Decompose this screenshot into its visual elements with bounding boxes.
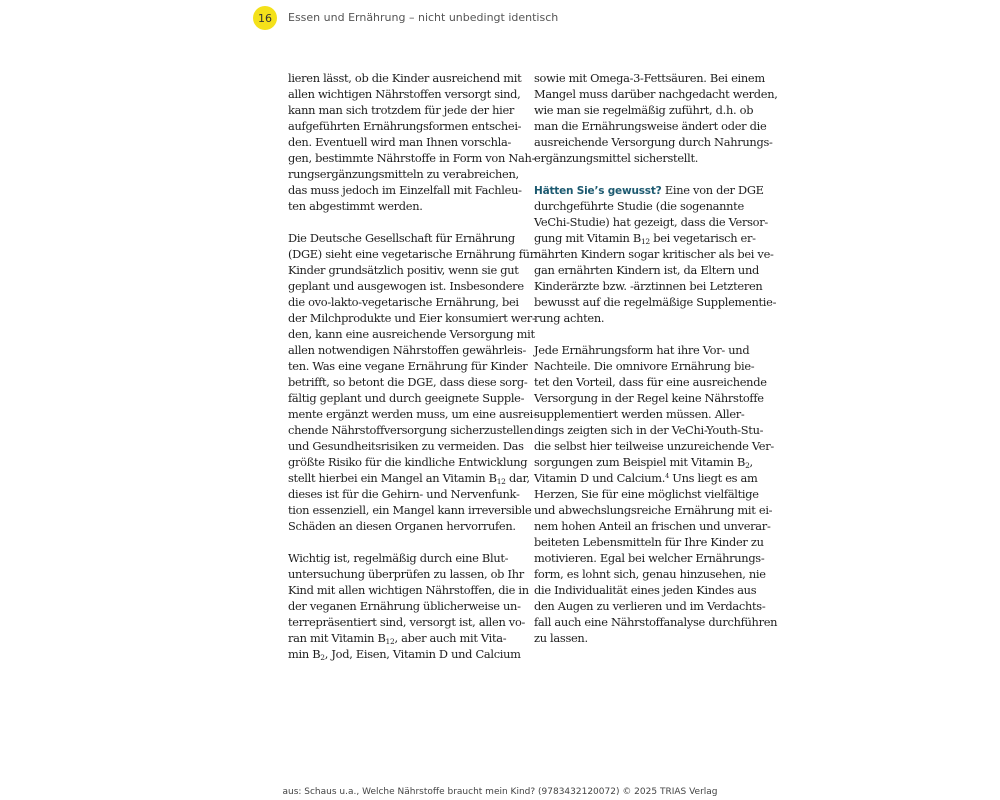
text-line: gan ernährten Kindern ist, da Eltern und [534,263,759,277]
right-paragraph-2 [534,182,777,326]
text-line: fall auch eine Nährstoffanalyse durchführen [534,615,778,629]
text-line: kann man sich trotzdem für jede der hier [288,103,515,117]
text-line: tet den Vorteil, dass für eine ausreichende [534,375,767,389]
text-line: Kinder grundsätzlich positiv, wenn sie gut [288,263,519,277]
text-line: die ovo-lakto-vegetarische Ernährung, bei [288,295,519,309]
text-line: und abwechslungsreiche Ernährung mit ei- [534,503,773,517]
info-box-heading: Hätten Sie’s gewusst? [534,185,662,197]
text-line: nem hohen Anteil an frischen und unverar- [534,519,771,533]
text-line: untersuchung überprüfen zu lassen, ob Ihr [288,567,524,581]
text-line: Vitamin D und Calcium.$^4$ Uns liegt es am [534,471,758,485]
text-line: ran mit Vitamin B12, aber auch mit Vita- [288,631,507,646]
text-line: Kind mit allen wichtigen Nährstoffen, die in [288,583,529,597]
text-line: supplementiert werden müssen. Aller- [534,407,745,421]
text-line: Hätten Sie’s gewusst? Eine von der DGE [534,183,764,197]
text-line: sorgungen zum Beispiel mit Vitamin B2, [534,455,753,470]
text-line: motivieren. Egal bei welcher Ernährungs- [534,551,765,565]
text-line: (DGE) sieht eine vegetarische Ernährung für [288,247,535,261]
text-line: ten. Was eine vegane Ernährung für Kinder [288,359,528,373]
text-line: mente ergänzt werden muss, um eine ausrei- [288,407,537,421]
text-line: ausreichende Versorgung durch Nahrungs- [534,135,773,149]
text-line: Versorgung in der Regel keine Nährstoffe [534,391,764,405]
text-line: gen, bestimmte Nährstoffe in Form von Nah- [288,151,536,165]
text-line: größte Risiko für die kindliche Entwicklung [288,455,528,469]
text-line: den, kann eine ausreichende Versorgung mit [288,327,535,341]
text-line: form, es lohnt sich, genau hinzusehen, nie [534,567,766,581]
text-line: VeChi-Studie) hat gezeigt, dass die Versor- [534,215,768,229]
left-column [288,70,537,678]
text-line: durchgeführte Studie (die sogenannte [534,199,744,213]
text-line: Nachteile. Die omnivore Ernährung bie- [534,359,755,373]
text-line: beiteten Lebensmitteln für Ihre Kinder zu [534,535,764,549]
running-title: Essen und Ernährung – nicht unbedingt identisch [288,11,559,24]
text-line: wie man sie regelmäßig zuführt, d.h. ob [534,103,754,117]
text-line: rung achten. [534,311,605,325]
right-paragraph-3 [534,342,778,646]
text-line: sowie mit Omega-3-Fettsäuren. Bei einem [534,71,765,85]
text-line: Herzen, Sie für eine möglichst vielfältige [534,487,759,501]
text-line: nährten Kindern sogar kritischer als bei ve- [534,247,774,261]
text-line: zu lassen. [534,631,588,645]
text-line: Jede Ernährungsform hat ihre Vor- und [534,343,750,357]
text-line: Schäden an diesen Organen hervorrufen. [288,519,516,533]
left-paragraph-2 [288,230,537,534]
text-line: rungsergänzungsmitteln zu verabreichen, [288,167,519,181]
footnote-reference[interactable]: 4 [665,472,669,480]
text-line: und Gesundheitsrisiken zu vermeiden. Das [288,439,524,453]
text-line: allen notwendigen Nährstoffen gewährleis- [288,343,527,357]
text-line: Die Deutsche Gesellschaft für Ernährung [288,231,515,245]
text-line: bewusst auf die regelmäßige Supplementie- [534,295,777,309]
text-line: die selbst hier teilweise unzureichende Ver- [534,439,774,453]
text-line: lieren lässt, ob die Kinder ausreichend mit [288,71,522,85]
text-line: den Augen zu verlieren und im Verdachts- [534,599,766,613]
text-line: den. Eventuell wird man Ihnen vorschla- [288,135,512,149]
text-line: chende Nährstoffversorgung sicherzustellen [288,423,533,437]
text-line: stellt hierbei ein Mangel an Vitamin B12 dar, [288,471,530,486]
text-line: geplant und ausgewogen ist. Insbesondere [288,279,524,293]
text-line: aufgeführten Ernährungsformen entschei- [288,119,522,133]
text-line: tion essenziell, ein Mangel kann irreversible [288,503,532,517]
page-number: 16 [258,11,272,25]
left-paragraph-1 [288,70,536,214]
text-line: das muss jedoch im Einzelfall mit Fachleu- [288,183,522,197]
footer-citation: aus: Schaus u.a., Welche Nährstoffe braucht mein Kind? (9783432120072) © 2025 TRIAS Verlag [282,787,718,797]
text-line: der Milchprodukte und Eier konsumiert wer- [288,311,536,325]
text-line: Wichtig ist, regelmäßig durch eine Blut- [288,551,509,565]
text-line: Kinderärzte bzw. -ärztinnen bei Letzteren [534,279,763,293]
left-paragraph-3 [288,550,529,662]
text-line: Mangel muss darüber nachgedacht werden, [534,87,778,101]
text-line: dings zeigten sich in der VeChi-Youth-Stu- [534,423,764,437]
text-line: allen wichtigen Nährstoffen versorgt sind, [288,87,521,101]
page-number-badge [253,6,277,30]
text-line: man die Ernährungsweise ändert oder die [534,119,767,133]
text-line: terrepräsentiert sind, versorgt ist, allen vo- [288,615,526,629]
text-line: dieses ist für die Gehirn- und Nervenfunk- [288,487,520,501]
text-line: die Individualität eines jeden Kindes aus [534,583,757,597]
text-line: der veganen Ernährung üblicherweise un- [288,599,521,613]
text-line: ergänzungsmittel sicherstellt. [534,151,699,165]
right-column [534,70,778,662]
text-line: betrifft, so betont die DGE, dass diese sorg- [288,375,528,389]
text-line: min B2, Jod, Eisen, Vitamin D und Calcium [288,647,521,662]
text-line: fältig geplant und durch geeignete Supple- [288,391,525,405]
text-line: ten abgestimmt werden. [288,199,423,213]
right-paragraph-1 [534,70,778,166]
text-line: gung mit Vitamin B12 bei vegetarisch er- [534,231,756,246]
